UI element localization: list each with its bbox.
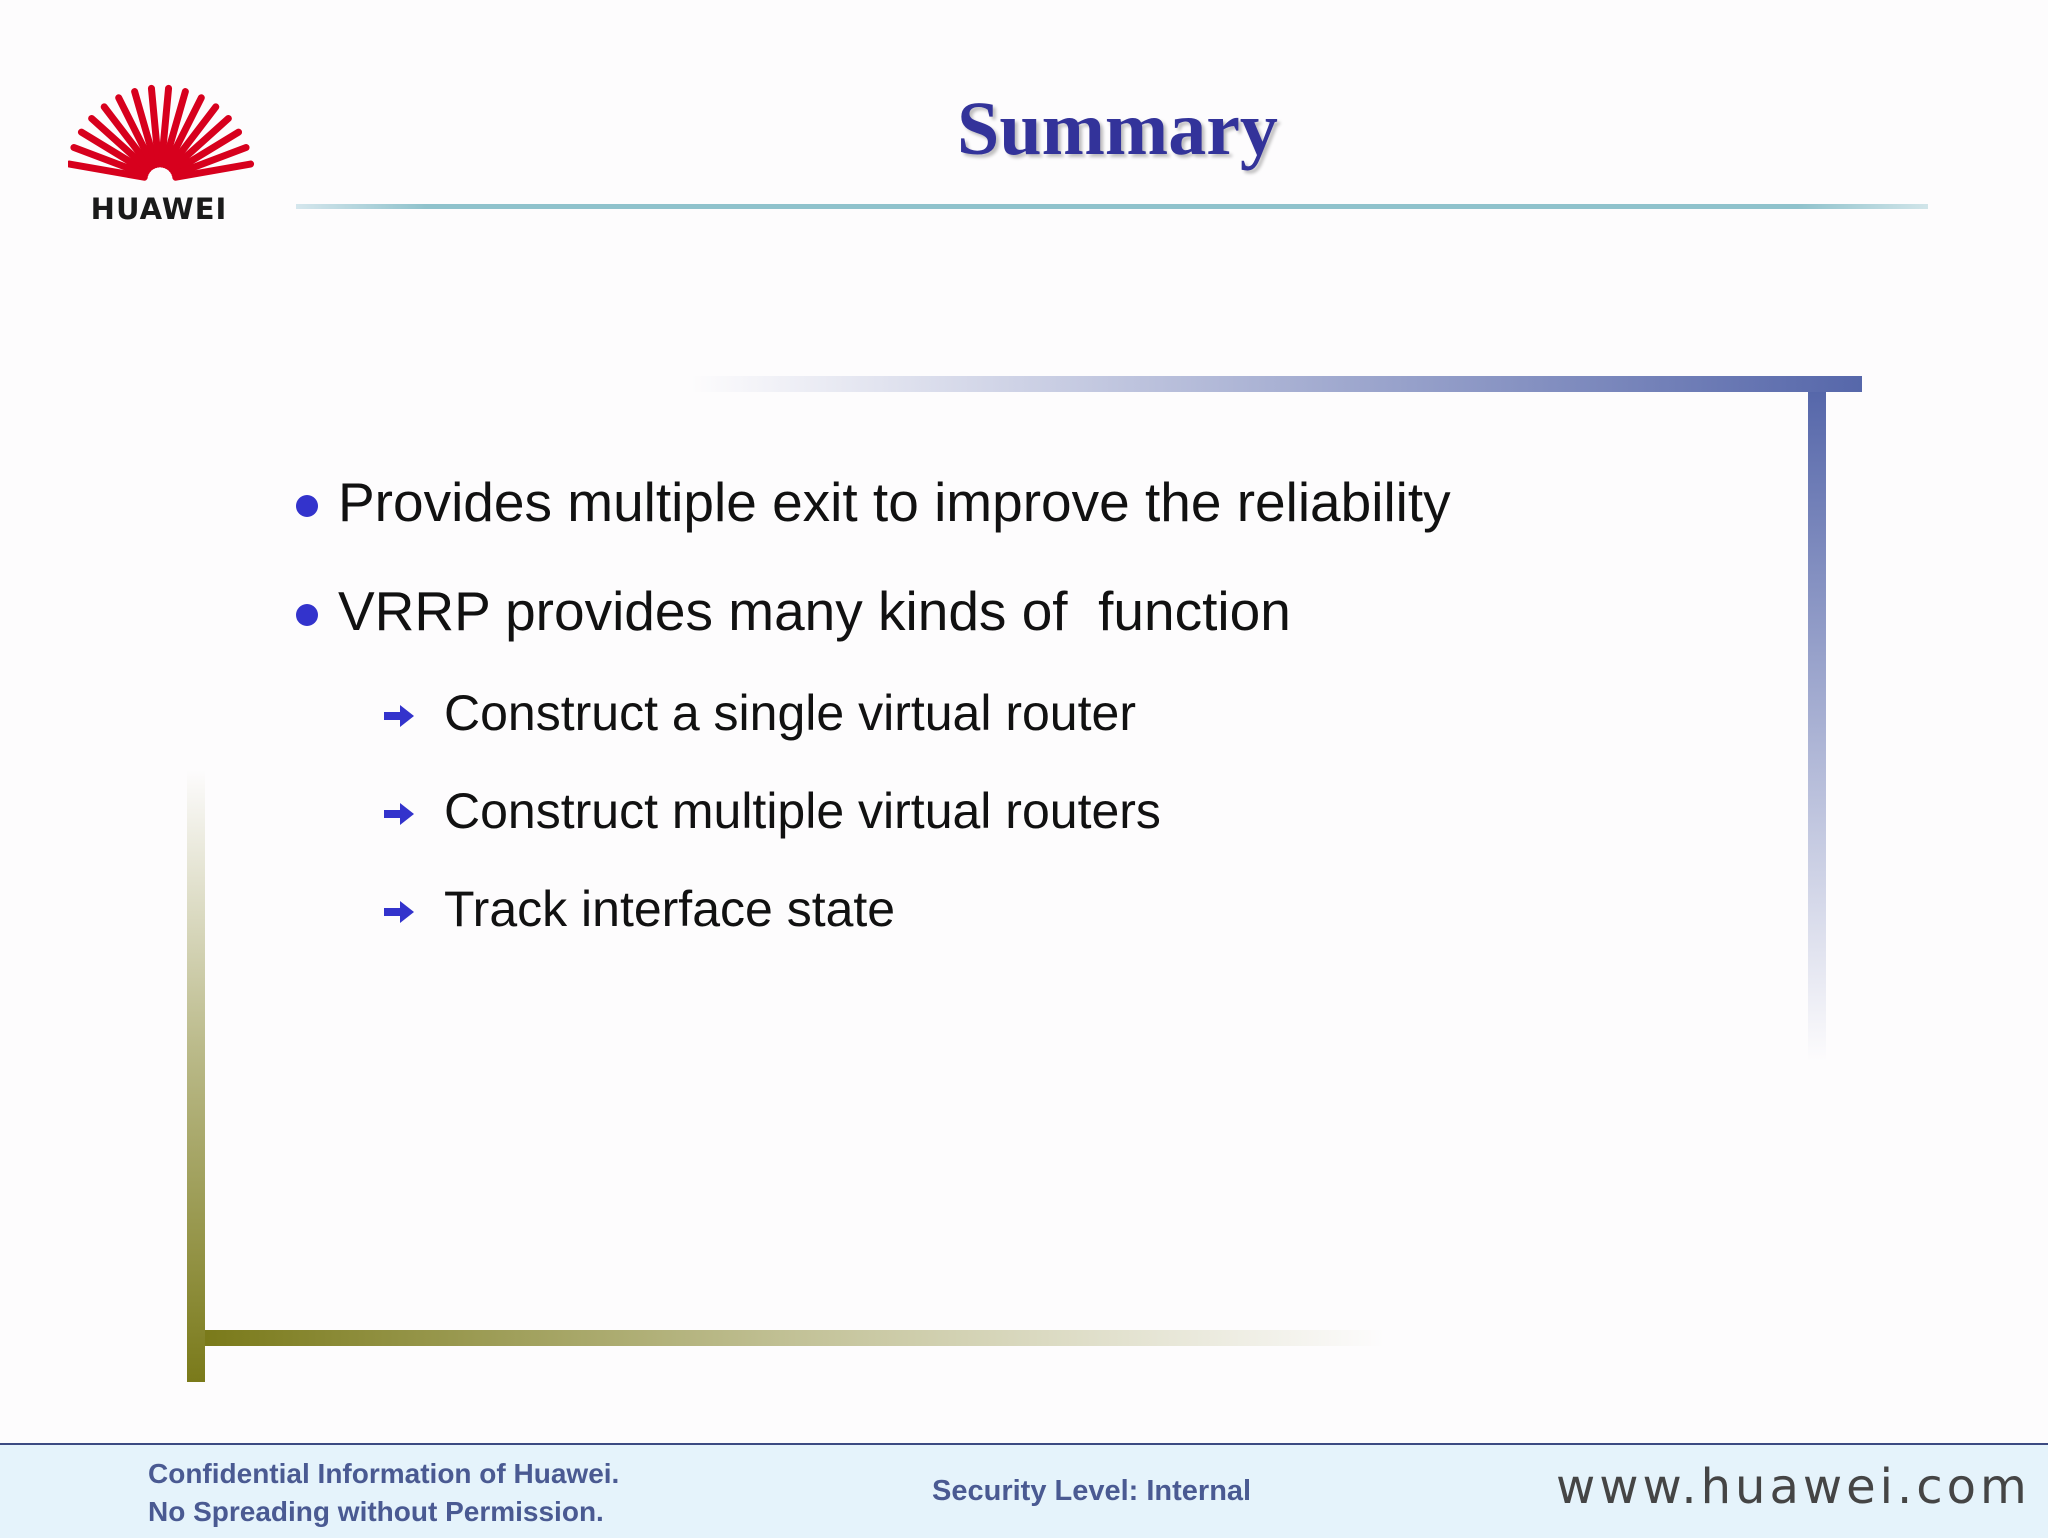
right-arrow-icon xyxy=(382,800,416,828)
frame-bottom-bar xyxy=(205,1330,1385,1346)
title-divider xyxy=(296,204,1928,209)
bullet-text: Provides multiple exit to improve the reliability xyxy=(338,471,1451,533)
logo-text: HUAWEI xyxy=(90,192,228,226)
confidential-line-2: No Spreading without Permission. xyxy=(148,1496,604,1527)
frame-right-bar xyxy=(1808,392,1826,1062)
confidential-line-1: Confidential Information of Huawei. xyxy=(148,1458,620,1489)
sub-bullet-text: Track interface state xyxy=(444,881,896,937)
bullet-dot-icon xyxy=(296,604,318,626)
right-arrow-icon xyxy=(382,702,416,730)
sub-bullet-item xyxy=(382,881,896,1084)
sub-bullet-text: Construct a single virtual router xyxy=(444,685,1136,741)
sub-bullet-text: Construct multiple virtual routers xyxy=(444,783,1161,839)
website-url: www.huawei.com xyxy=(1556,1459,2031,1515)
frame-top-bar xyxy=(690,376,1862,392)
slide-title: Summary xyxy=(957,87,1278,171)
right-arrow-icon xyxy=(382,898,416,926)
bullet-dot-icon xyxy=(296,495,318,517)
confidential-notice xyxy=(148,1455,619,1531)
frame-left-bar xyxy=(187,770,205,1382)
bullet-text: VRRP provides many kinds of function xyxy=(338,580,1291,642)
footer-bar xyxy=(0,1443,2048,1538)
security-level: Security Level: Internal xyxy=(932,1475,1252,1507)
